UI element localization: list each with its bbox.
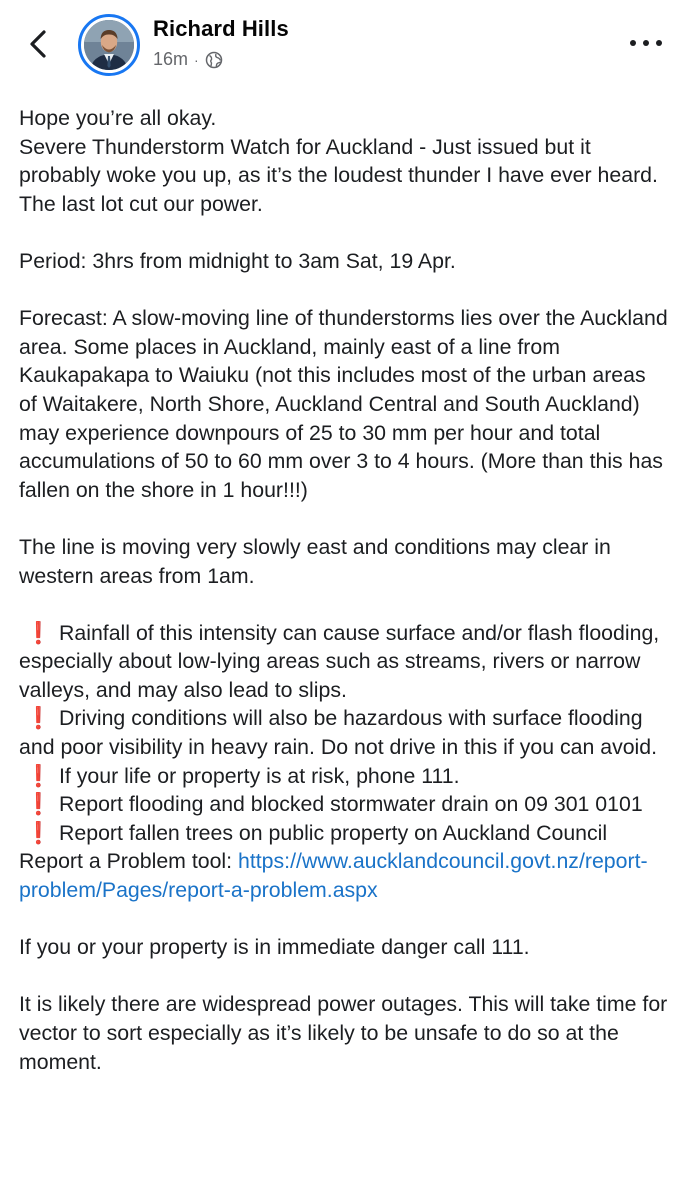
report-problem-link[interactable]: https://www.aucklandcouncil.govt.nz/report-problem/Pages/report-a-problem.aspx [19, 849, 648, 903]
post-danger: If you or your property is in immediate danger call 111. [19, 935, 530, 960]
exclamation-icon: ❗ [25, 792, 52, 817]
warning-item [19, 762, 669, 791]
globe-icon[interactable] [205, 51, 223, 69]
exclamation-icon: ❗ [25, 820, 52, 845]
warning-item [19, 819, 669, 905]
warning-text: Report fallen trees on public property on Auckland Council Report a Problem tool: [19, 820, 608, 874]
post-header [0, 0, 684, 96]
warning-text: Report flooding and blocked stormwater drain on 09 301 0101 [59, 792, 643, 817]
exclamation-icon: ❗ [25, 706, 52, 731]
post-intro: Severe Thunderstorm Watch for Auckland - Just issued but it probably woke you up, as it’s the loudest thunder I have ever heard. The last lot cut our power. [19, 134, 658, 216]
warning-item [19, 619, 669, 705]
post-greeting: Hope you’re all okay. [19, 106, 217, 130]
post-forecast: Forecast: A slow-moving line of thunderstorms lies over the Auckland area. Some places in Auckland, mainly east of a line from Kaukapakapa to Waiuku (not this includes most of the urban areas of Waitakere, North Shore, Auckland Central and South Auckland) may experience downpours of 25 to 30 mm per hour and total accumulations of 50 to 60 mm over 3 to 4 hours. (More than this has fallen on the shore in 1 hour!!!) [19, 306, 668, 502]
warning-text: Driving conditions will also be hazardous with surface flooding and poor visibility in heavy rain. Do not drive in this if you can avoid. [19, 706, 658, 760]
more-horizontal-icon[interactable] [628, 36, 664, 50]
post-movement: The line is moving very slowly east and conditions may clear in western areas from 1am. [19, 534, 611, 588]
chevron-left-icon[interactable] [22, 26, 54, 62]
post-body [19, 104, 669, 1076]
post-meta [153, 49, 223, 70]
meta-separator: · [194, 51, 199, 68]
warning-item [19, 790, 669, 819]
avatar-image [84, 20, 134, 70]
warning-text: Rainfall of this intensity can cause surface and/or flash flooding, especially about low-lying areas such as streams, rivers or narrow valleys, and may also lead to slips. [19, 620, 660, 702]
exclamation-icon: ❗ [25, 620, 52, 645]
warning-item [19, 704, 669, 761]
post-period: Period: 3hrs from midnight to 3am Sat, 19 Apr. [19, 248, 456, 273]
exclamation-icon: ❗ [25, 763, 52, 788]
post-time[interactable]: 16m [153, 49, 189, 69]
author-name[interactable]: Richard Hills [153, 16, 289, 41]
warning-text: If your life or property is at risk, phone 111. [59, 763, 460, 788]
avatar[interactable] [78, 14, 140, 76]
post-outages: It is likely there are widespread power outages. This will take time for vector to sort especially as it’s likely to be unsafe to do so at the moment. [19, 992, 668, 1074]
